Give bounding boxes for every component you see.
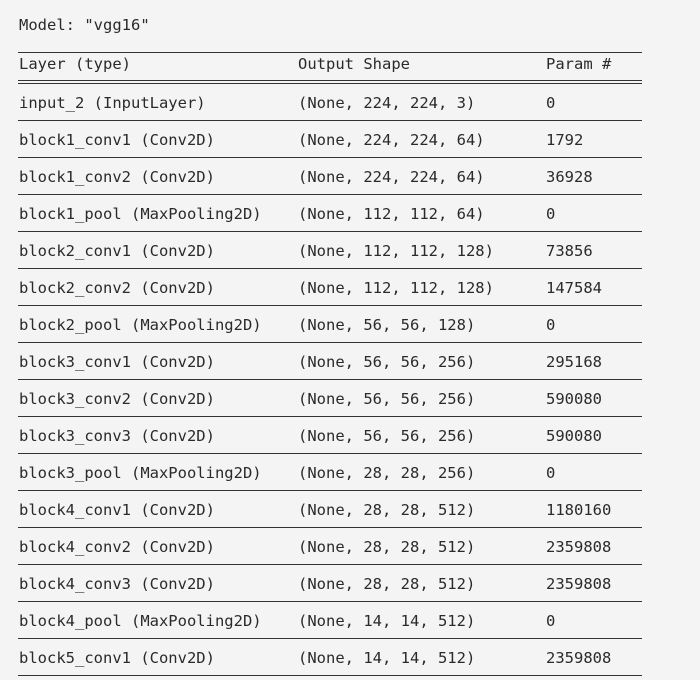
- table-row: [18, 454, 642, 491]
- output-shape: (None, 112, 112, 128): [298, 279, 494, 297]
- output-shape: (None, 112, 112, 128): [298, 242, 494, 260]
- layer-name: block1_conv2 (Conv2D): [19, 168, 215, 186]
- param-count: 1180160: [546, 501, 612, 519]
- param-count: 0: [546, 464, 556, 482]
- layer-name: block4_conv1 (Conv2D): [19, 501, 215, 519]
- model-summary-table: [18, 52, 642, 676]
- layer-name: block4_conv2 (Conv2D): [19, 538, 215, 556]
- table-row: [18, 380, 642, 417]
- table-row: [18, 528, 642, 565]
- param-count: 2359808: [546, 575, 612, 593]
- param-count: 0: [546, 205, 556, 223]
- table-row: [18, 121, 642, 158]
- layer-name: input_2 (InputLayer): [19, 94, 206, 112]
- column-header-param-count: Param #: [546, 55, 612, 73]
- output-shape: (None, 28, 28, 512): [298, 538, 476, 556]
- output-shape: (None, 112, 112, 64): [298, 205, 485, 223]
- output-shape: (None, 224, 224, 3): [298, 94, 476, 112]
- output-shape: (None, 224, 224, 64): [298, 168, 485, 186]
- param-count: 0: [546, 94, 556, 112]
- param-count: 2359808: [546, 649, 612, 667]
- layer-name: block1_pool (MaxPooling2D): [19, 205, 262, 223]
- table-row: [18, 306, 642, 343]
- layer-name: block2_conv1 (Conv2D): [19, 242, 215, 260]
- table-row: [18, 158, 642, 195]
- table-row: [18, 602, 642, 639]
- table-row: [18, 417, 642, 454]
- layer-name: block3_conv1 (Conv2D): [19, 353, 215, 371]
- table-row: [18, 343, 642, 380]
- output-shape: (None, 224, 224, 64): [298, 131, 485, 149]
- model-title: Model: "vgg16": [19, 16, 150, 34]
- param-count: 147584: [546, 279, 602, 297]
- layer-name: block3_conv3 (Conv2D): [19, 427, 215, 445]
- layer-name: block2_pool (MaxPooling2D): [19, 316, 262, 334]
- output-shape: (None, 14, 14, 512): [298, 612, 476, 630]
- layer-name: block1_conv1 (Conv2D): [19, 131, 215, 149]
- param-count: 295168: [546, 353, 602, 371]
- param-count: 1792: [546, 131, 584, 149]
- output-shape: (None, 28, 28, 512): [298, 501, 476, 519]
- column-header-layer: Layer (type): [19, 55, 131, 73]
- output-shape: (None, 56, 56, 128): [298, 316, 476, 334]
- output-shape: (None, 56, 56, 256): [298, 427, 476, 445]
- param-count: 0: [546, 612, 556, 630]
- table-row: [18, 639, 642, 676]
- output-shape: (None, 14, 14, 512): [298, 649, 476, 667]
- table-header: [18, 53, 642, 80]
- param-count: 73856: [546, 242, 593, 260]
- table-row: [18, 491, 642, 528]
- table-row: [18, 565, 642, 602]
- layer-name: block4_conv3 (Conv2D): [19, 575, 215, 593]
- layer-name: block3_conv2 (Conv2D): [19, 390, 215, 408]
- table-row: [18, 269, 642, 306]
- layer-name: block4_pool (MaxPooling2D): [19, 612, 262, 630]
- table-row: [18, 84, 642, 121]
- param-count: 36928: [546, 168, 593, 186]
- output-shape: (None, 56, 56, 256): [298, 353, 476, 371]
- output-shape: (None, 28, 28, 512): [298, 575, 476, 593]
- table-row: [18, 232, 642, 269]
- layer-name: block5_conv1 (Conv2D): [19, 649, 215, 667]
- table-row: [18, 195, 642, 232]
- param-count: 0: [546, 316, 556, 334]
- output-shape: (None, 28, 28, 256): [298, 464, 476, 482]
- column-header-output-shape: Output Shape: [298, 55, 410, 73]
- layer-name: block3_pool (MaxPooling2D): [19, 464, 262, 482]
- output-shape: (None, 56, 56, 256): [298, 390, 476, 408]
- param-count: 590080: [546, 390, 602, 408]
- param-count: 590080: [546, 427, 602, 445]
- layer-name: block2_conv2 (Conv2D): [19, 279, 215, 297]
- param-count: 2359808: [546, 538, 612, 556]
